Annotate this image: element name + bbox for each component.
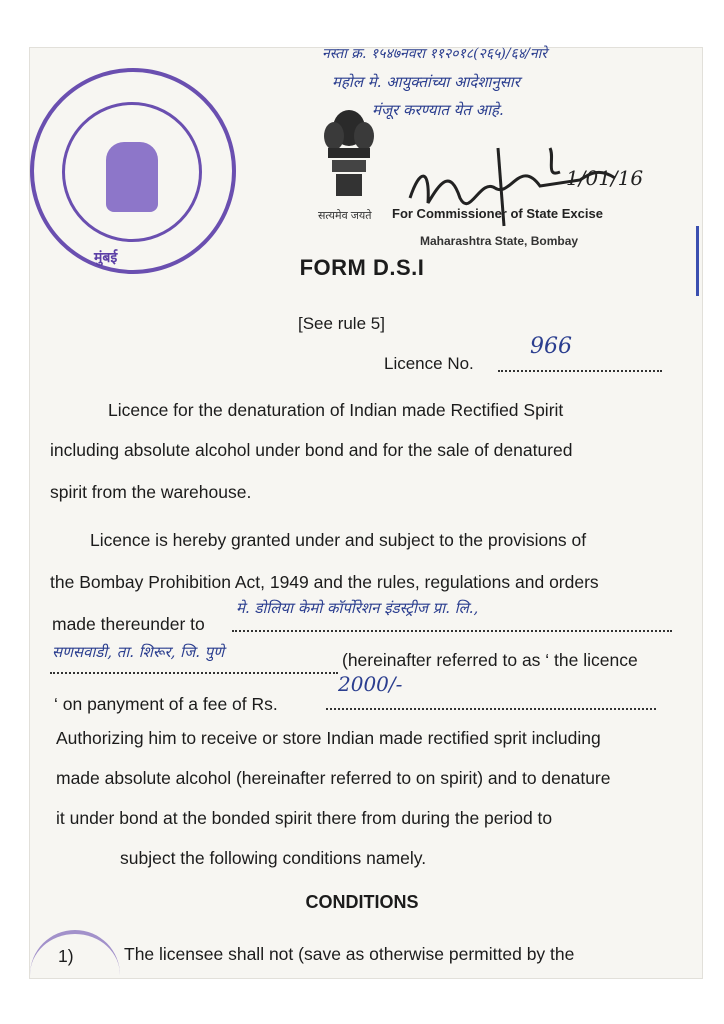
para2-line7: made absolute alcohol (hereinafter referred to on spirit) and to denature [56, 768, 611, 788]
condition-1-text: The licensee shall not (save as otherwise permitted by the [124, 944, 575, 964]
conditions-heading: CONDITIONS [305, 892, 419, 912]
para2-line5-prefix: ‘ on panyment of a fee of Rs. [54, 694, 278, 714]
licensee-address-value: सणसवाडी, ता. शिरूर, जि. पुणे [52, 643, 225, 661]
official-signature [400, 128, 690, 248]
licensee-name-value: मे. डोलिया केमो कॉर्पोरेशन इंडस्ट्रीज प्रा. लि., [236, 599, 479, 617]
handwritten-note-line3: मंजूर करण्यात येत आहे. [372, 101, 504, 119]
form-title: FORM D.S.I [299, 255, 425, 280]
licence-no-field [498, 358, 662, 372]
para2-line4-suffix: (hereinafter referred to as ‘ the licence [342, 650, 638, 670]
para2-line8: it under bond at the bonded spirit there from during the period to [56, 808, 553, 828]
signature-date: 1/01/16 [566, 166, 644, 190]
emblem-motto: सत्यमेव जयते [318, 210, 372, 222]
handwritten-note-line1: नस्ता क्र. १५४७नवरा ११२०१८(२६५)/६४/नारे [322, 46, 547, 62]
para2-line6: Authorizing him to receive or store Indian made rectified sprit including [56, 728, 601, 748]
licensee-name-field [232, 616, 672, 632]
rule-reference: [See rule 5] [298, 314, 385, 333]
para1-line3: spirit from the warehouse. [50, 482, 252, 502]
seal-label: मुंबई [94, 250, 118, 266]
licence-no-label: Licence No. [384, 354, 474, 373]
handwritten-note-line2: महोल मे. आयुक्तांच्या आदेशानुसार [332, 73, 520, 91]
para1-line1: Licence for the denaturation of Indian made Rectified Spirit [108, 400, 564, 420]
seal-emblem-icon [106, 142, 158, 212]
para2-line1: Licence is hereby granted under and subject to the provisions of [90, 530, 587, 550]
licence-no-value: 966 [530, 334, 572, 359]
fee-value: 2000/- [338, 672, 403, 696]
national-emblem-icon [316, 106, 382, 206]
condition-1-number: 1) [58, 946, 74, 966]
para2-line3-prefix: made thereunder to [52, 614, 205, 634]
signatory-state-line: Maharashtra State, Bombay [420, 234, 579, 248]
fee-field [326, 694, 656, 710]
signatory-for-line: For Commissioner of State Excise [392, 206, 603, 221]
para2-line9: subject the following conditions namely. [120, 848, 427, 868]
para2-line2: the Bombay Prohibition Act, 1949 and the rules, regulations and orders [50, 572, 599, 592]
para1-line2: including absolute alcohol under bond and for the sale of denatured [50, 440, 573, 460]
